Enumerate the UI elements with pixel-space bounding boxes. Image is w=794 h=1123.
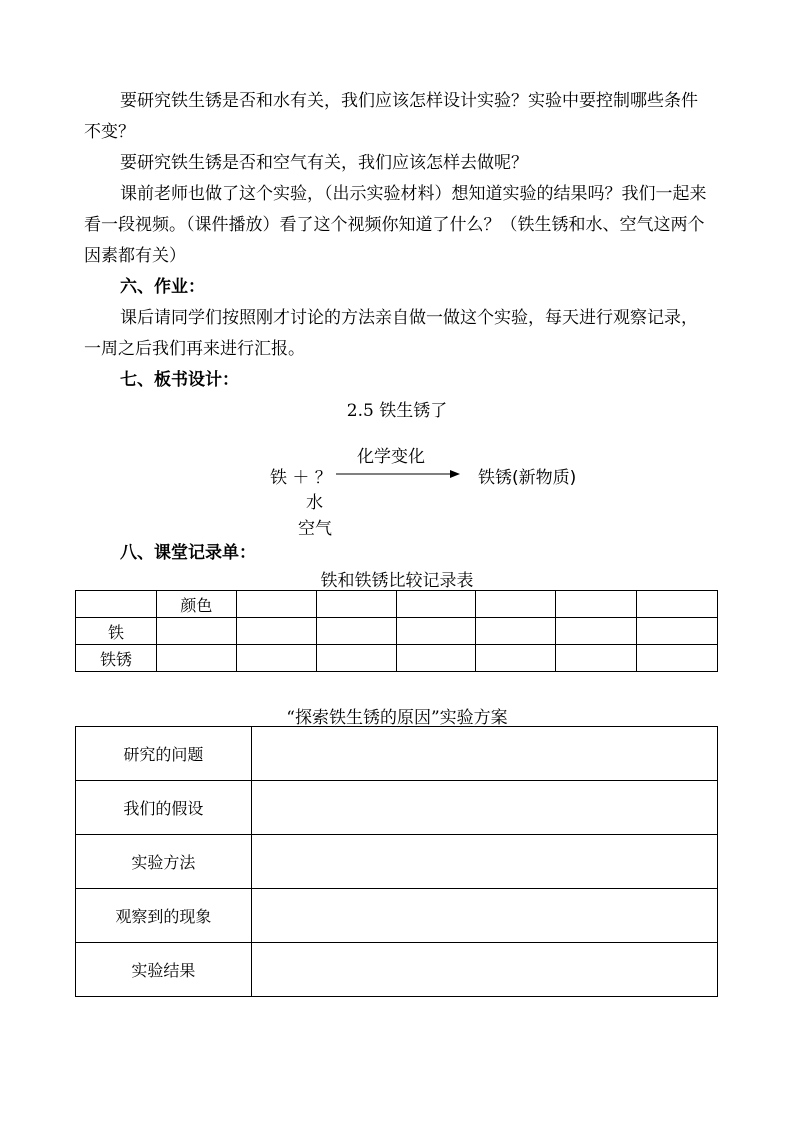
table-cell [556,618,637,645]
table-row [76,618,718,645]
factor-air: 空气 [298,519,332,539]
table-cell [316,645,396,672]
header-cell [476,591,556,618]
reactant-label: 铁 ＋ ？ [270,468,332,488]
table-row [76,645,718,672]
paragraph-video: 课前老师也做了这个实验，（出示实验材料）想知道实验的结果吗？我们一起来看一段视频。（课件播放）看了这个视频你知道了什么？（铁生锈和水、空气这两个因素都有关） [84,184,707,266]
plan-table [75,726,718,997]
paragraph-air-experiment: 要研究铁生锈是否和空气有关，我们应该怎样去做呢？ [120,153,528,173]
arrow-icon [336,468,464,480]
table-cell [156,618,236,645]
plan-row-cell [251,889,717,943]
table-row [76,835,718,889]
table-cell [156,645,236,672]
plan-row-cell [251,835,717,889]
plan-row-cell [251,727,717,781]
plan-table-title: “探索铁生锈的原因”实验方案 [286,708,508,728]
compare-table [75,590,718,672]
table-cell [637,618,718,645]
header-cell [637,591,718,618]
table-row [76,889,718,943]
table-row [76,943,718,997]
factor-water: 水 [306,493,323,513]
table-cell [476,618,556,645]
table-cell [476,645,556,672]
table-cell [316,618,396,645]
header-cell-color: 颜色 [156,591,236,618]
table-cell [236,618,316,645]
table-cell [637,645,718,672]
plan-row-cell [251,943,717,997]
table-cell [556,645,637,672]
plan-row-cell [251,781,717,835]
paragraph-water-experiment: 要研究铁生锈是否和水有关，我们应该怎样设计实验？实验中要控制哪些条件不变？ [84,91,698,142]
plan-row-label-question: 研究的问题 [76,727,252,781]
plan-row-label-result: 实验结果 [76,943,252,997]
plan-row-label-method: 实验方法 [76,835,252,889]
header-cell [316,591,396,618]
header-cell [76,591,157,618]
table-cell [396,645,476,672]
arrow-label: 化学变化 [357,447,425,467]
record-heading: 八、课堂记录单： [120,543,256,563]
header-cell [556,591,637,618]
table-cell [236,645,316,672]
product-label: 铁锈(新物质) [478,468,577,488]
row-label-rust: 铁锈 [76,645,157,672]
paragraph-homework: 课后请同学们按照刚才讨论的方法亲自做一做这个实验，每天进行观察记录，一周之后我们再来进行汇报。 [84,308,698,359]
table-cell [396,618,476,645]
row-label-iron: 铁 [76,618,157,645]
board-design-heading: 七、板书设计： [120,370,239,390]
homework-heading: 六、作业： [120,277,205,297]
compare-header-row [76,591,718,618]
header-cell [236,591,316,618]
compare-table-title: 铁和铁锈比较记录表 [320,571,474,591]
plan-row-label-hypothesis: 我们的假设 [76,781,252,835]
header-cell [396,591,476,618]
table-row [76,781,718,835]
plan-row-label-observation: 观察到的现象 [76,889,252,943]
table-row [76,727,718,781]
board-title: 2.5 铁生锈了 [346,401,448,421]
